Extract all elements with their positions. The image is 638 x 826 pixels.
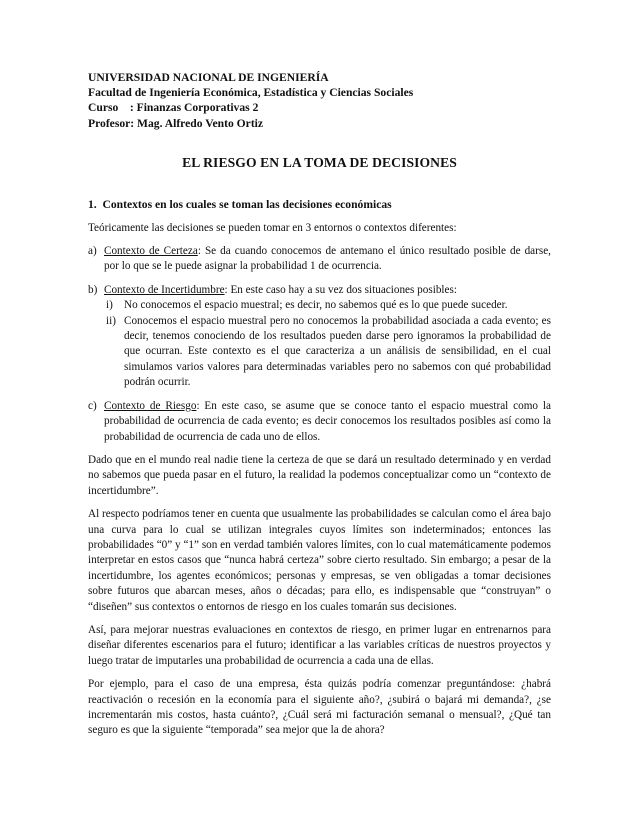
list-item-riesgo [88, 399, 551, 445]
document-title: EL RIESGO EN LA TOMA DE DECISIONES [182, 154, 457, 170]
faculty-name: Facultad de Ingeniería Económica, Estadística y Ciencias Sociales [88, 86, 414, 100]
section-heading: 1. Contextos en los cuales se toman las decisiones económicas [88, 198, 392, 212]
sub-item-body: Conocemos el espacio muestral pero no conocemos la probabilidad asociada a cada evento; es decir, tenemos conociendo de los resultados pueden darse pero ignoramos la probabilidad de que ocurran. Este contexto es el que caracteriza a un análisis de sensibilidad, en el cual simulamos varios valores para determinadas variables pero no sabemos con qué probabilidad podrán ocurrir. [124, 314, 551, 389]
document-header [88, 70, 551, 131]
list-item-certeza [88, 244, 551, 275]
sub-item-body: No conocemos el espacio muestral; es decir, no sabemos qué es lo que puede suceder. [124, 299, 508, 312]
definition-certeza: : Se da cuando conocemos de antemano el único resultado posible de darse, por lo que se le puede asignar la probabilidad 1 de ocurrencia. [104, 245, 551, 273]
course-line: Curso : Finanzas Corporativas 2 [88, 101, 259, 115]
section-intro: Teóricamente las decisiones se pueden tomar en 3 entornos o contextos diferentes: [88, 221, 457, 234]
sub-marker: i) [106, 299, 113, 312]
paragraph-probabilidades: Al respecto podríamos tener en cuenta que usualmente las probabilidades se calculan como el área bajo una curva para lo cual se utilizan integrales cuyos límites son indeterminados; entonces las probabilidades “0” y “1” son en verdad también valores límites, con lo cual matemáticamente podemos interpretar en estos casos que “nunca habrá certeza” sobre cierto resultado. Sin embargo; a pesar de la incertidumbre, los agentes económicos; personas y empresas, se ven obligadas a tomar decisiones sobre futuros que abarcan meses, años o décadas; para ello, es indispensable que “construyan” o “diseñen” sus contextos o entornos de riesgo en los cuales tomarán sus decisiones. [88, 508, 551, 613]
list-marker: c) [88, 399, 97, 412]
university-name: UNIVERSIDAD NACIONAL DE INGENIERÍA [88, 71, 329, 84]
definition-incertidumbre: : En este caso hay a su vez dos situaciones posibles: [224, 283, 457, 296]
term-certeza: Contexto de Certeza [104, 245, 198, 258]
list-item-body [104, 399, 551, 445]
list-item-incertidumbre [88, 283, 551, 391]
professor-line: Profesor: Mag. Alfredo Vento Ortiz [88, 116, 264, 130]
sub-item-i [104, 298, 551, 313]
document-content [88, 70, 551, 747]
list-item-body [104, 283, 551, 391]
list-marker: a) [88, 245, 97, 258]
paragraph-escenarios: Así, para mejorar nuestras evaluaciones en contextos de riesgo, en primer lugar en entrenarnos para diseñar diferentes escenarios para el futuro; identificar a las variables críticas de nuestros proyectos y luego tratar de imputarles una probabilidad de ocurrencia a cada una de ellas. [88, 623, 551, 667]
paragraph-ejemplo: Por ejemplo, para el caso de una empresa, ésta quizás podría comenzar preguntándose: ¿habrá reactivación o recesión en la economía para el siguiente año?, ¿subirá o bajará mi demanda?, ¿se incrementarán mis costos, hasta cuánto?, ¿Cuál será mi facturación semanal o mensual?, ¿Qué tan seguro es que la siguiente “temporada” sea mejor que la de ahora? [88, 678, 551, 737]
list-item-body [104, 244, 551, 275]
sub-marker: ii) [106, 314, 116, 327]
definition-riesgo: : En este caso, se asume que se conoce tanto el espacio muestral como la probabilidad de ocurrencia de cada evento; es decir conocemos los resultados posibles así como la probabilidad de ocurrencia de cada uno de ellos. [104, 399, 551, 443]
term-riesgo: Contexto de Riesgo [104, 399, 197, 412]
sub-item-ii [104, 314, 551, 391]
list-marker: b) [88, 283, 98, 296]
paragraph-incertidumbre: Dado que en el mundo real nadie tiene la certeza de que se dará un resultado determinado y en verdad no sabemos que pueda pasar en el futuro, la realidad la podemos conceptualizar como un “contexto de incertidumbre”. [88, 453, 551, 497]
term-incertidumbre: Contexto de Incertidumbre [104, 283, 225, 296]
